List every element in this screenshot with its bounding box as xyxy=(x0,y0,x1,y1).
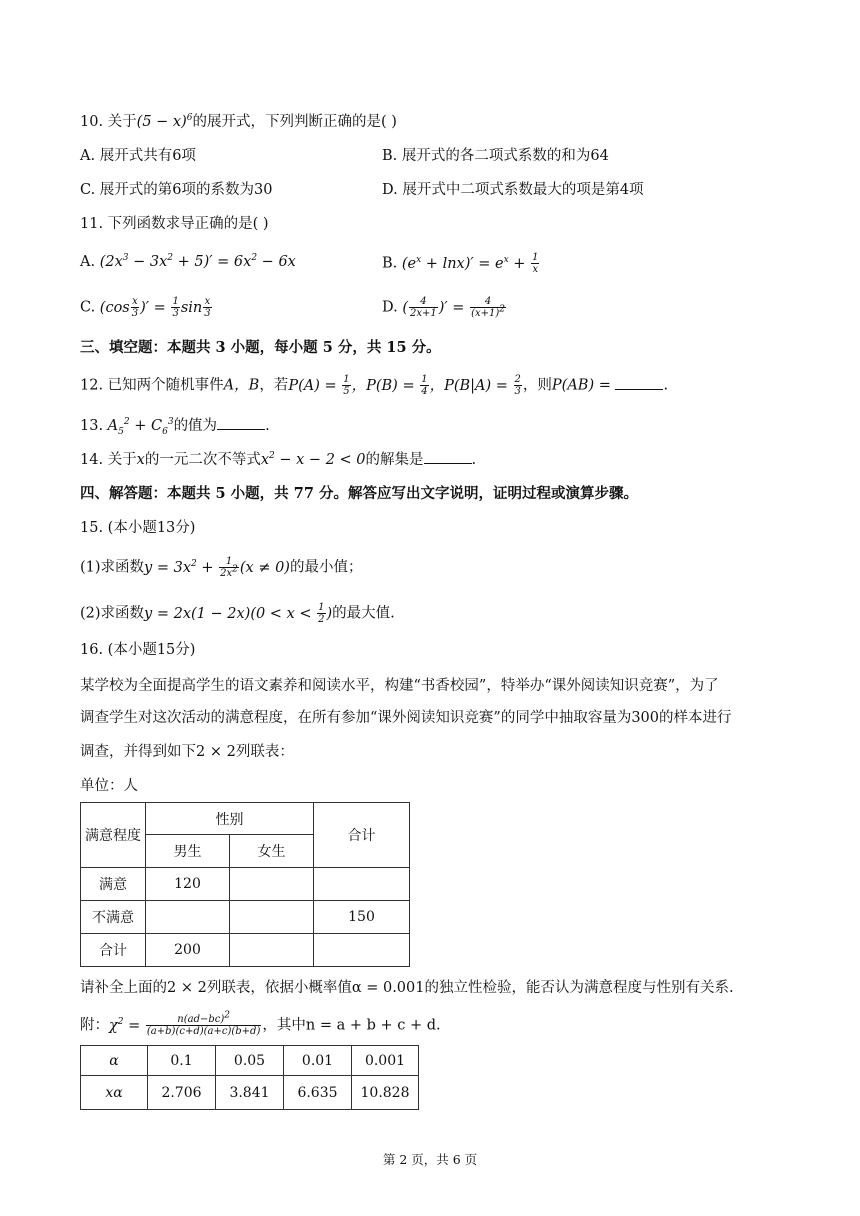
crit-value: 3.841 xyxy=(216,1076,284,1110)
row-label: 合计 xyxy=(81,934,146,967)
q12-mid: ，若 xyxy=(259,377,289,394)
crit-alpha: 0.05 xyxy=(216,1046,284,1076)
q15-head: 15. (本小题13分) xyxy=(80,520,196,536)
th-total: 合计 xyxy=(314,803,410,868)
th-satisfaction: 满意程度 xyxy=(81,803,146,868)
crit-value: 6.635 xyxy=(284,1076,352,1110)
q14-post: 的解集是 xyxy=(365,452,424,468)
page-footer: 第 2 页，共 6 页 xyxy=(382,1152,478,1167)
q11-d-formula: ( $\frac{4}{2x+1}$ )′ = $\frac{4}{(x+1)^2}$ xyxy=(402,296,505,319)
cell-male xyxy=(146,901,230,934)
q13-post: 的值为 xyxy=(173,418,218,434)
crit-alpha: 0.1 xyxy=(148,1046,216,1076)
q14-var: x xyxy=(136,452,145,468)
q10-option-b: B. 展开式的各二项式系数的和为64 xyxy=(382,148,609,164)
appendix-post: ，其中n = a + b + c + d. xyxy=(262,1017,441,1034)
table-row xyxy=(81,868,410,901)
th-gender: 性别 xyxy=(146,803,314,835)
q15-part1 xyxy=(80,556,362,579)
q16-ask: 请补全上面的2 × 2列联表，依据小概率值α = 0.001的独立性检验，能否认为满意程度与性别有关系. xyxy=(80,980,734,996)
q16-line2: 调查学生对这次活动的满意程度，在所有参加“课外阅读知识竞赛”的同学中抽取容量为300的样本进行 xyxy=(80,710,732,726)
q11-option-a xyxy=(80,252,296,272)
q14-ineq: $x^2 - x - 2 < 0$ xyxy=(260,451,366,468)
q16-line1: 某学校为全面提高学生的语文素养和阅读水平，构建“书香校园”，特举办“课外阅读知识竞赛”，为了 xyxy=(80,678,719,694)
q14-blank xyxy=(424,451,472,464)
crit-alpha: 0.01 xyxy=(284,1046,352,1076)
table-row xyxy=(81,901,410,934)
q12-events: A，B xyxy=(223,377,260,394)
q15-part2 xyxy=(80,602,395,625)
cell-female xyxy=(230,901,314,934)
q15-p2-func: y = 2x(1 − 2x)(0 < x < $\frac{1}{2}$ ) xyxy=(144,602,333,625)
crit-value: 2.706 xyxy=(148,1076,216,1110)
q13-blank xyxy=(217,417,265,430)
q14-pre: 14. 关于 xyxy=(80,452,137,468)
cell-female xyxy=(230,934,314,967)
q11-option-c xyxy=(80,296,213,319)
cell-total xyxy=(314,934,410,967)
cell-total: 150 xyxy=(314,901,410,934)
contingency-table xyxy=(80,802,410,967)
q11-stem: 11. 下列函数求导正确的是( ) xyxy=(80,216,269,232)
cell-female xyxy=(230,868,314,901)
critical-value-table xyxy=(80,1045,419,1110)
q16-head: 16. (本小题15分) xyxy=(80,642,196,658)
q10-expr-base: (5 − x) xyxy=(136,114,187,130)
q10-stem-pre: 10. 关于 xyxy=(80,114,137,130)
row-label: 不满意 xyxy=(81,901,146,934)
cell-total xyxy=(314,868,410,901)
q12-probs: P(A) = $\frac{1}{5}$ ，P(B) = $\frac{1}{4}$ ，P(B|A) = $\frac{2}{3}$ xyxy=(288,374,521,397)
section-3-heading: 三、填空题：本题共 3 小题，每小题 5 分，共 15 分。 xyxy=(80,339,441,356)
q11-option-d xyxy=(382,296,507,319)
q10-expr-exp: 6 xyxy=(186,113,193,124)
crit-row1-label: α xyxy=(81,1046,148,1076)
q16-appendix xyxy=(80,1010,441,1037)
q15-p2-post: 的最大值. xyxy=(332,605,395,622)
q11-d-label: D. xyxy=(382,299,398,316)
q11-option-b xyxy=(382,252,540,275)
q12-target: P(AB) = xyxy=(551,377,616,394)
q10-expr xyxy=(137,114,193,130)
appendix-label: 附： xyxy=(80,1017,109,1034)
q14: 14. 关于x的一元二次不等式$x^2 - x - 2 < 0$的解集是 . xyxy=(80,451,477,468)
q10-option-c: C. 展开式的第6项的系数为30 xyxy=(80,182,273,198)
q10-stem-post: 的展开式，下列判断正确的是( ) xyxy=(192,114,397,130)
q11-c-formula: (cos $\frac{x}{3}$ )′ = $\frac{1}{3}$ sin $\frac{x}{3}$ xyxy=(99,296,211,319)
q15-p1-func: $y = 3x^2$ + $\frac{1}{2x^2}$ (x ≠ 0) xyxy=(144,556,290,579)
chi-square-formula: $\chi^2$ = $\frac{n(ad-bc)^2}{(a+b)(c+d)(a+c)(b+d)}$ xyxy=(109,1010,261,1037)
q10-option-a: A. 展开式共有6项 xyxy=(80,148,196,164)
q11-b-label: B. xyxy=(382,255,398,272)
q12: 12. 已知两个随机事件A，B，若P(A) = $\frac{1}{5}$ ，P(B) = $\frac{1}{4}$ ，P(B|A) = $\frac{2}{3}$ ，则P(AB) = . xyxy=(80,374,669,397)
q15-p1-post: 的最小值； xyxy=(289,559,363,576)
q15-p1-pre: (1)求函数 xyxy=(80,559,145,576)
cell-male: 120 xyxy=(146,868,230,901)
q11-c-label: C. xyxy=(80,299,96,316)
q11-a-label: A. xyxy=(80,254,96,270)
q10-stem xyxy=(80,112,397,132)
table-row xyxy=(81,934,410,967)
q13-pre: 13. xyxy=(80,418,104,434)
q14-mid: 的一元二次不等式 xyxy=(144,452,261,468)
th-male: 男生 xyxy=(146,835,230,868)
row-label: 满意 xyxy=(81,868,146,901)
q11-a-formula: $(2x^3 - 3x^2 + 5)' = 6x^2 - 6x$ xyxy=(99,253,296,270)
q13: 13. $A_5^2 + C_6^3$的值为 . xyxy=(80,417,270,437)
q16-line3: 调查，并得到如下2 × 2列联表： xyxy=(80,744,294,760)
q15-p2-pre: (2)求函数 xyxy=(80,605,145,622)
q12-post: ，则 xyxy=(522,377,552,394)
q10-option-d: D. 展开式中二项式系数最大的项是第4项 xyxy=(382,182,644,198)
q16-unit: 单位：人 xyxy=(80,778,138,794)
q13-expr: $A_5^2 + C_6^3$ xyxy=(107,417,174,437)
crit-alpha: 0.001 xyxy=(352,1046,419,1076)
cell-male: 200 xyxy=(146,934,230,967)
section-4-heading: 四、解答题：本题共 5 小题，共 77 分。解答应写出文字说明，证明过程或演算步骤。 xyxy=(80,485,638,502)
crit-row2-label: xα xyxy=(81,1076,148,1110)
crit-value: 10.828 xyxy=(352,1076,419,1110)
q11-b-formula: $(e^x + \ln x)' = e^x$ + $\frac{1}{x}$ xyxy=(401,252,539,275)
q12-pre: 12. 已知两个随机事件 xyxy=(80,377,224,394)
th-female: 女生 xyxy=(230,835,314,868)
q12-blank xyxy=(615,377,663,390)
